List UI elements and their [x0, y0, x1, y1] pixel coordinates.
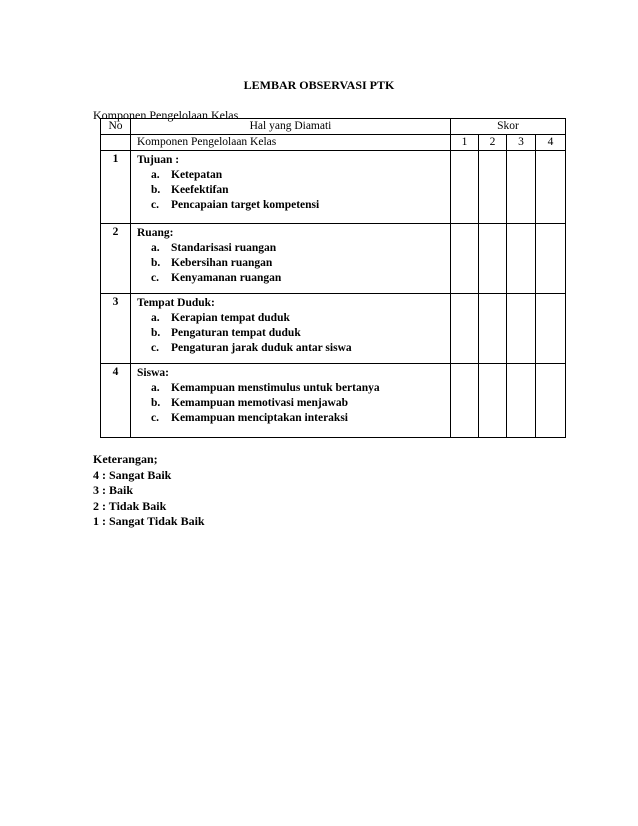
- subheader-komponen: Komponen Pengelolaan Kelas: [131, 135, 451, 151]
- score-cell-3[interactable]: [507, 224, 536, 294]
- score-cell-4[interactable]: [536, 294, 566, 364]
- item-text: Kemampuan menciptakan interaksi: [171, 412, 348, 424]
- header-skor: Skor: [451, 119, 566, 135]
- item-text: Pengaturan jarak duduk antar siswa: [171, 342, 352, 354]
- table-row: [101, 224, 566, 294]
- legend-item: 1 : Sangat Tidak Baik: [93, 514, 205, 528]
- score-label-4: 4: [536, 135, 566, 151]
- row-topic: Tujuan :: [137, 154, 180, 166]
- list-item: [137, 311, 444, 326]
- score-cell-2[interactable]: [479, 151, 507, 224]
- item-letter: c.: [151, 272, 159, 284]
- item-text: Ketepatan: [171, 169, 223, 181]
- row-number: 3: [101, 294, 131, 364]
- header-no: No: [101, 119, 131, 135]
- subheader-empty-cell: [101, 135, 131, 151]
- table-subheader-row: [101, 135, 566, 151]
- row-topic: Ruang:: [137, 227, 174, 239]
- table-row: [101, 294, 566, 364]
- list-item: [137, 168, 444, 183]
- legend-item: 4 : Sangat Baik: [93, 467, 172, 482]
- row-number: 2: [101, 224, 131, 294]
- row-topic: Siswa:: [137, 367, 169, 379]
- score-cell-3[interactable]: [507, 294, 536, 364]
- list-item: [137, 381, 444, 396]
- score-cell-1[interactable]: [451, 151, 479, 224]
- score-cell-2[interactable]: [479, 294, 507, 364]
- row-topic: Tempat Duduk:: [137, 297, 215, 309]
- list-item: [137, 271, 444, 286]
- table-row: [101, 364, 566, 438]
- item-text: Pengaturan tempat duduk: [171, 327, 301, 339]
- item-letter: c.: [151, 342, 159, 354]
- section-heading: Komponen Pengelolaan Kelas: [93, 108, 239, 122]
- page-title: LEMBAR OBSERVASI PTK: [243, 78, 395, 92]
- item-letter: c.: [151, 199, 159, 211]
- item-text: Kerapian tempat duduk: [171, 312, 290, 324]
- item-text: Pencapaian target kompetensi: [171, 199, 320, 211]
- score-cell-4[interactable]: [536, 364, 566, 438]
- row-topic-cell: [131, 151, 451, 224]
- score-label-1: 1: [451, 135, 479, 151]
- score-cell-2[interactable]: [479, 224, 507, 294]
- row-topic-cell: [131, 364, 451, 438]
- item-letter: c.: [151, 412, 159, 424]
- item-letter: a.: [151, 312, 160, 324]
- score-cell-3[interactable]: [507, 151, 536, 224]
- row-number: 4: [101, 364, 131, 438]
- list-item: [137, 341, 444, 356]
- list-item: [137, 396, 444, 411]
- header-hal-yang-diamati: Hal yang Diamati: [131, 119, 451, 135]
- score-cell-4[interactable]: [536, 224, 566, 294]
- row-topic-cell: [131, 294, 451, 364]
- item-letter: a.: [151, 169, 160, 181]
- item-letter: b.: [151, 327, 161, 339]
- score-label-2: 2: [479, 135, 507, 151]
- legend: [93, 452, 205, 530]
- item-letter: a.: [151, 242, 160, 254]
- row-topic-cell: [131, 224, 451, 294]
- list-item: [137, 198, 444, 213]
- item-text: Standarisasi ruangan: [171, 242, 277, 254]
- item-text: Kenyamanan ruangan: [171, 272, 282, 284]
- score-cell-4[interactable]: [536, 151, 566, 224]
- table-header-row: [101, 119, 566, 135]
- item-letter: b.: [151, 397, 161, 409]
- list-item: [137, 411, 444, 426]
- score-cell-2[interactable]: [479, 364, 507, 438]
- list-item: [137, 256, 444, 271]
- legend-item: 2 : Tidak Baik: [93, 498, 167, 513]
- score-cell-3[interactable]: [507, 364, 536, 438]
- list-item: [137, 241, 444, 256]
- item-letter: a.: [151, 382, 160, 394]
- score-cell-1[interactable]: [451, 364, 479, 438]
- row-number: 1: [101, 151, 131, 224]
- score-cell-1[interactable]: [451, 294, 479, 364]
- list-item: [137, 326, 444, 341]
- list-item: [137, 183, 444, 198]
- legend-heading: Keterangan;: [93, 452, 158, 466]
- item-letter: b.: [151, 257, 161, 269]
- score-cell-1[interactable]: [451, 224, 479, 294]
- observation-table: [100, 118, 566, 438]
- item-text: Kemampuan memotivasi menjawab: [171, 397, 348, 409]
- item-text: Kemampuan menstimulus untuk bertanya: [171, 382, 380, 394]
- item-text: Keefektifan: [171, 184, 229, 196]
- item-text: Kebersihan ruangan: [171, 257, 273, 269]
- legend-item: 3 : Baik: [93, 483, 134, 497]
- score-label-3: 3: [507, 135, 536, 151]
- item-letter: b.: [151, 184, 161, 196]
- table-row: [101, 151, 566, 224]
